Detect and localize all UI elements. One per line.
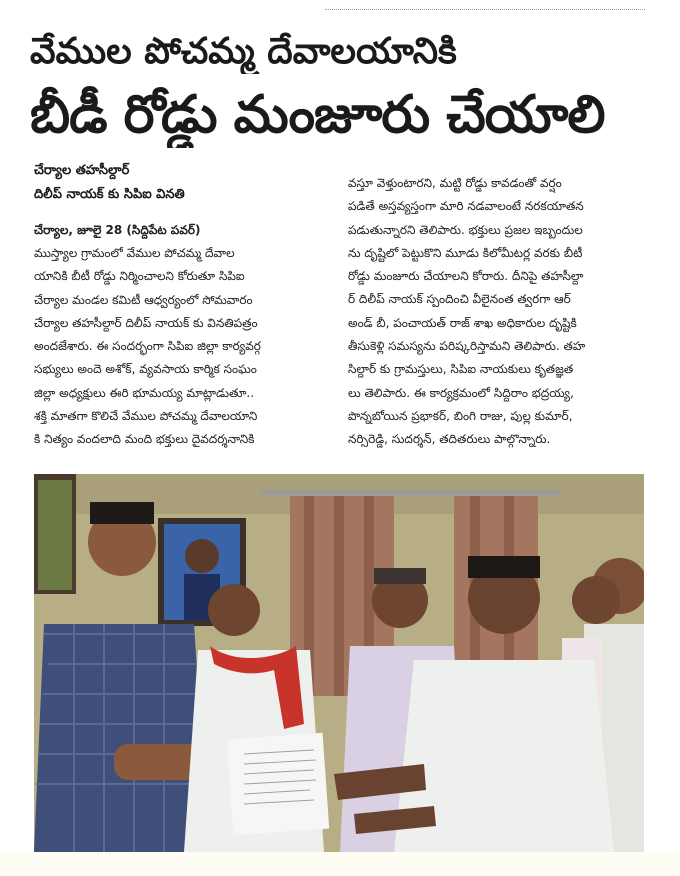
headline-line-2: బీడీ రోడ్డు మంజూరు చేయాలి bbox=[30, 85, 605, 145]
article-line: పడుతున్నారని తెలిపారు. భక్తులు ప్రజల ఇబ్బందుల bbox=[348, 222, 583, 237]
article-line: ముస్త్యాల గ్రామంలో వేముల పోచమ్మ దేవాల bbox=[34, 246, 235, 260]
news-photo bbox=[34, 474, 644, 852]
article-line: రోడ్డు మంజూరు చేయాలని కోరారు. దీనిపై తహసీల్దా bbox=[348, 269, 584, 284]
person-elder-head bbox=[208, 584, 260, 636]
article-line: లు తెలిపారు. ఈ కార్యక్రమంలో సిద్దిరాం భద్రయ్య, bbox=[348, 385, 574, 400]
person-officer-body bbox=[34, 624, 209, 852]
petition-paper bbox=[227, 733, 329, 835]
article-left-column bbox=[34, 242, 338, 452]
article-line: అందజేశారు. ఈ సందర్భంగా సిపిఐ జిల్లా కార్యవర్గ bbox=[34, 339, 261, 354]
article-line: వస్తూ వెళ్తుంటారని, మట్టి రోడ్డు కావడంతో వర్షం bbox=[348, 176, 562, 190]
headline-line-1: వేముల పోచమ్మ దేవాలయానికి bbox=[30, 31, 457, 72]
subheadline-line-1: చేర్యాల తహసీల్దార్ bbox=[34, 163, 130, 178]
page-bottom-band bbox=[0, 852, 680, 876]
article-line: ర్ దిలీప్ నాయక్ స్పందించి వీలైనంత త్వరగా ఆర్ bbox=[348, 292, 571, 307]
article-line: శక్తి మాతగా కొలిచే వేముల పోచమ్మ దేవాలయాని bbox=[34, 409, 258, 424]
article-line: చేర్యాల మండల కమిటీ ఆధ్వర్యంలో సోమవారం bbox=[34, 292, 253, 307]
article-line: పొన్నబోయిన ప్రభాకర్, బింగి రాజు, పుల్ల కుమార్, bbox=[348, 408, 573, 423]
article-line: సభ్యులు అందె అశోక్, వ్యవసాయ కార్మిక సంఘం bbox=[34, 362, 257, 377]
article-line: నర్సిరెడ్డి, సుదర్శన్, తదితరులు పాల్గొన్నారు. bbox=[348, 432, 551, 447]
article-line: ను దృష్టిలో పెట్టుకొని మూడు కిలోమీటర్ల వరకు బీటీ bbox=[348, 245, 583, 260]
top-dotted-rule bbox=[325, 9, 645, 10]
article-line: చేర్యాల తహసీల్దార్ దిలీప్ నాయక్ కు వినతిపత్రం bbox=[34, 315, 258, 330]
curtain-rod bbox=[260, 490, 560, 495]
article-line: కి నిత్యం వందలాది మంది భక్తులు దైవదర్శనానికి bbox=[34, 432, 255, 447]
subheadline-line-2: దిలీప్ నాయక్ కు సిపిఐ వినతి bbox=[34, 187, 185, 202]
article-dateline: చేర్యాల, జూలై 28 (సిద్దిపేట పవర్) bbox=[34, 223, 201, 237]
article-line: జిల్లా అధ్యక్షులు ఈరి భూమయ్య మాట్లాడుతూ.. bbox=[34, 385, 255, 400]
article-line: తీసుకెళ్లి సమస్యను పరిష్కరిస్తామని తెలిపారు. తహ bbox=[348, 339, 586, 354]
article-line: పడితే అస్తవ్యస్తంగా మారి నడవాలంటే నరకయాతన bbox=[348, 199, 584, 214]
article-dateline-block bbox=[34, 219, 338, 242]
article-line: యానికి బీటీ రోడ్డు నిర్మించాలని కోరుతూ సిపిఐ bbox=[34, 269, 245, 284]
article-line: సిల్దార్ కు గ్రామస్తులు, సిపిఐ నాయకులు కృతజ్ఞత bbox=[348, 362, 574, 377]
article-line: అండ్ బీ, పంచాయత్ రాజ్ శాఖ అధికారుల దృష్టికి bbox=[348, 315, 577, 330]
article-right-column bbox=[348, 172, 644, 452]
